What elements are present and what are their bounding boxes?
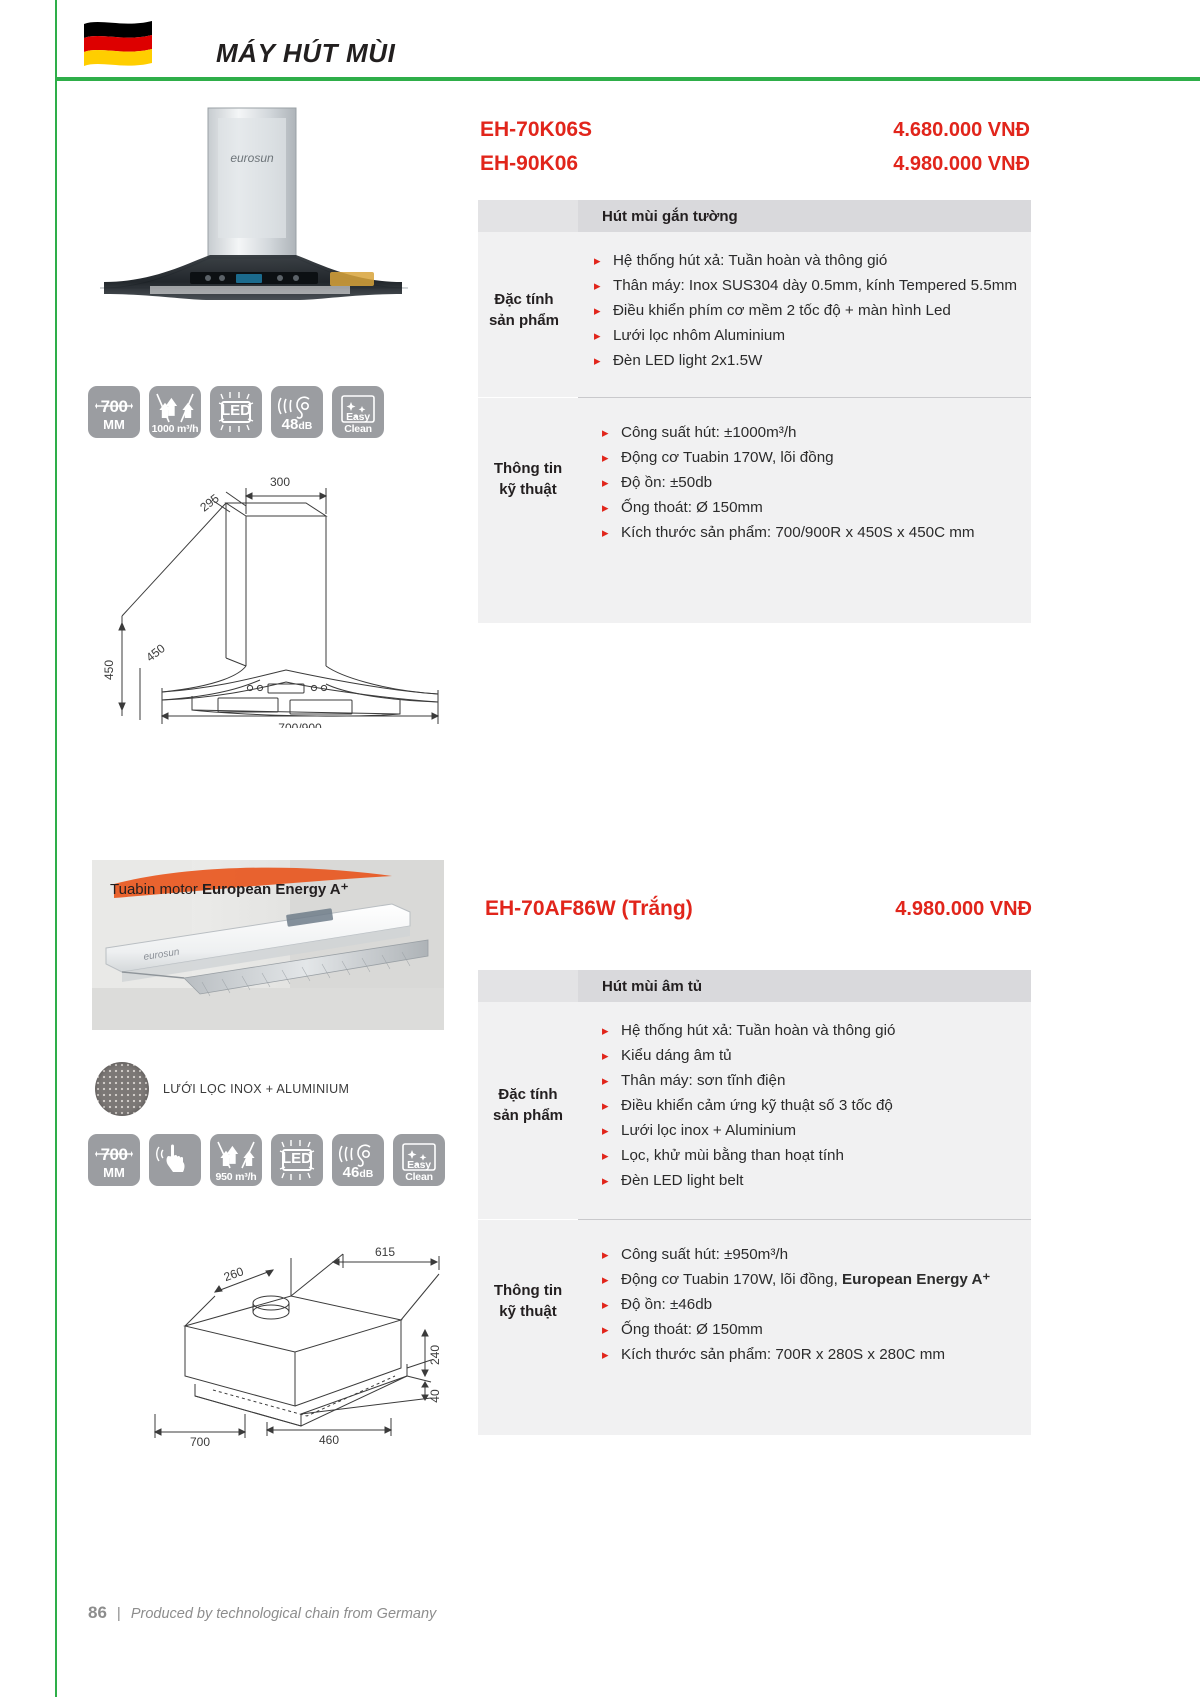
page-title: MÁY HÚT MÙI	[216, 38, 396, 68]
list-item: ▸ Kiểu dáng âm tủ	[602, 1043, 1017, 1068]
list-item: ▸ Điều khiển phím cơ mềm 2 tốc độ + màn hình Led	[594, 298, 1017, 323]
product-code-2: EH-70AF86W (Trắng)	[485, 897, 693, 920]
list-item: ▸ Động cơ Tuabin 170W, lõi đồng	[602, 445, 1017, 470]
badge-noise-label: 46dB	[342, 1164, 374, 1181]
spec-gap-2	[478, 1209, 1031, 1219]
spec-features-label-1: Đặc tính sản phẩm	[488, 291, 559, 329]
spine-green-line	[55, 0, 57, 1697]
dim-700: 700	[189, 1435, 211, 1449]
page-header	[56, 0, 1200, 78]
dim-40: 40	[428, 1389, 442, 1403]
badge-easyclean-label: Easy Clean	[405, 1159, 433, 1183]
spec-tech-label-1: Thông tin kỹ thuật	[493, 460, 563, 498]
banner-prefix: Tuabin motor	[110, 881, 202, 898]
banner-european-energy	[110, 880, 349, 898]
list-item: ▸ Công suất hút: ±1000m³/h	[602, 420, 1017, 445]
product-photo-1	[90, 100, 470, 310]
list-item: ▸ Điều khiển cảm ứng kỹ thuật số 3 tốc độ	[602, 1093, 1017, 1118]
product-price-1a: 4.680.000 VNĐ	[893, 119, 1030, 141]
spec-features-list-2	[578, 1002, 1031, 1209]
list-item: ▸ Hệ thống hút xả: Tuần hoàn và thông gió	[602, 1018, 1017, 1043]
footer-separator: |	[116, 1605, 121, 1622]
spec-type-left-2	[478, 970, 578, 1002]
list-item: ▸ Ống thoát: Ø 150mm	[602, 495, 1017, 520]
spec-product-type-1: Hút mùi gắn tường	[578, 200, 1031, 232]
badge-width-700mm-2	[88, 1134, 140, 1186]
badge-value: 700	[100, 397, 128, 416]
dim-460: 460	[318, 1433, 340, 1447]
mesh-filter-label: LƯỚI LỌC INOX + ALUMINIUM	[163, 1082, 350, 1096]
list-item: ▸ Hệ thống hút xả: Tuần hoàn và thông gió	[594, 248, 1017, 273]
dim-700-900: 700/900	[278, 721, 322, 728]
spec-tech-list-2	[578, 1220, 1031, 1383]
badge-row-2	[88, 1134, 445, 1186]
badge-airflow-1000	[149, 386, 201, 438]
badge-easyclean-label: Easy Clean	[344, 411, 372, 435]
badge-easy-clean-2	[393, 1134, 445, 1186]
product-price-2: 4.980.000 VNĐ	[895, 898, 1032, 920]
badge-airflow-label: 950 m³/h	[215, 1171, 257, 1183]
spec-table-1	[478, 200, 1031, 623]
spec-tech-1	[478, 398, 1031, 561]
footer-text: Produced by technological chain from Germany	[130, 1606, 437, 1622]
page-spine	[0, 0, 56, 1697]
spec-type-left-1	[478, 200, 578, 232]
list-item: ▸ Thân máy: sơn tĩnh điện	[602, 1068, 1017, 1093]
spec-gap-1	[478, 389, 1031, 397]
dim-240: 240	[428, 1344, 442, 1366]
dim-295: 295	[197, 491, 222, 515]
dim-300: 300	[269, 475, 291, 489]
spec-type-row-1	[478, 200, 1031, 232]
product-code-1b: EH-90K06	[480, 152, 579, 175]
list-item: ▸ Độ ồn: ±50db	[602, 470, 1017, 495]
badge-led-label: LED	[221, 402, 251, 419]
spec-table-2	[478, 970, 1031, 1435]
tech-text: Động cơ Tuabin 170W, lõi đồng,	[621, 1271, 843, 1288]
list-item	[602, 1267, 1017, 1292]
list-item: ▸ Lưới lọc inox + Aluminium	[602, 1118, 1017, 1143]
list-item: ▸ Kích thước sản phẩm: 700R x 280S x 280C mm	[602, 1342, 1017, 1367]
list-item: ▸ Đèn LED light 2x1.5W	[594, 348, 1017, 373]
badge-led	[210, 386, 262, 438]
list-item: ▸ Độ ồn: ±46db	[602, 1292, 1017, 1317]
badge-led-2	[271, 1134, 323, 1186]
svg-text:eurosun: eurosun	[142, 946, 181, 963]
german-flag-icon	[80, 18, 156, 66]
badge-row-1	[88, 386, 384, 438]
badge-airflow-950	[210, 1134, 262, 1186]
page-number: 86	[88, 1603, 107, 1622]
badge-touch-control	[149, 1134, 201, 1186]
list-item: ▸ Kích thước sản phẩm: 700/900R x 450S x 450C mm	[602, 520, 1017, 545]
dim-260: 260	[221, 1264, 246, 1285]
list-item: ▸ Thân máy: Inox SUS304 dày 0.5mm, kính Tempered 5.5mm	[594, 273, 1017, 298]
product-code-1a: EH-70K06S	[480, 118, 593, 141]
spec-bottom-pad-1	[478, 561, 1031, 623]
list-item: ▸ Lọc, khử mùi bằng than hoạt tính	[602, 1143, 1017, 1168]
spec-tech-list-1	[578, 398, 1031, 561]
technical-drawing-2	[95, 1200, 455, 1450]
mesh-filter-note	[95, 1062, 349, 1116]
technical-drawing-1	[100, 448, 460, 728]
spec-type-row-2	[478, 970, 1031, 1002]
dim-450-h: 450	[102, 659, 116, 681]
product-price-1b: 4.980.000 VNĐ	[893, 153, 1030, 175]
spec-features-label-2: Đặc tính sản phẩm	[492, 1086, 564, 1124]
spec-features-1	[478, 232, 1031, 389]
list-item: ▸ Công suất hút: ±950m³/h	[602, 1242, 1017, 1267]
dim-615: 615	[374, 1245, 396, 1259]
header-green-rule	[56, 77, 1200, 81]
badge-easy-clean	[332, 386, 384, 438]
spec-tech-2	[478, 1220, 1031, 1383]
spec-product-type-2: Hút mùi âm tủ	[578, 970, 1031, 1002]
list-item: ▸ Đèn LED light belt	[602, 1168, 1017, 1193]
spec-features-2	[478, 1002, 1031, 1209]
mesh-filter-icon	[95, 1062, 149, 1116]
tech-bold: European Energy A⁺	[842, 1271, 991, 1288]
page-footer	[88, 1603, 436, 1623]
badge-airflow-label: 1000 m³/h	[151, 423, 199, 435]
badge-noise-48db	[271, 386, 323, 438]
list-item: ▸ Lưới lọc nhôm Aluminium	[594, 323, 1017, 348]
svg-text:eurosun: eurosun	[230, 151, 274, 165]
badge-led-label: LED	[282, 1150, 312, 1167]
badge-unit: MM	[103, 417, 125, 432]
badge-unit: MM	[103, 1165, 125, 1180]
list-item: ▸ Ống thoát: Ø 150mm	[602, 1317, 1017, 1342]
spec-tech-label-2: Thông tin kỹ thuật	[493, 1282, 563, 1320]
spec-features-list-1	[570, 232, 1031, 389]
dim-450-d: 450	[143, 641, 168, 665]
badge-value: 700	[100, 1145, 128, 1164]
badge-noise-label: 48dB	[281, 416, 313, 433]
spec-bottom-pad-2	[478, 1383, 1031, 1435]
badge-noise-46db	[332, 1134, 384, 1186]
banner-bold: European Energy A⁺	[202, 881, 349, 898]
badge-width-700mm	[88, 386, 140, 438]
